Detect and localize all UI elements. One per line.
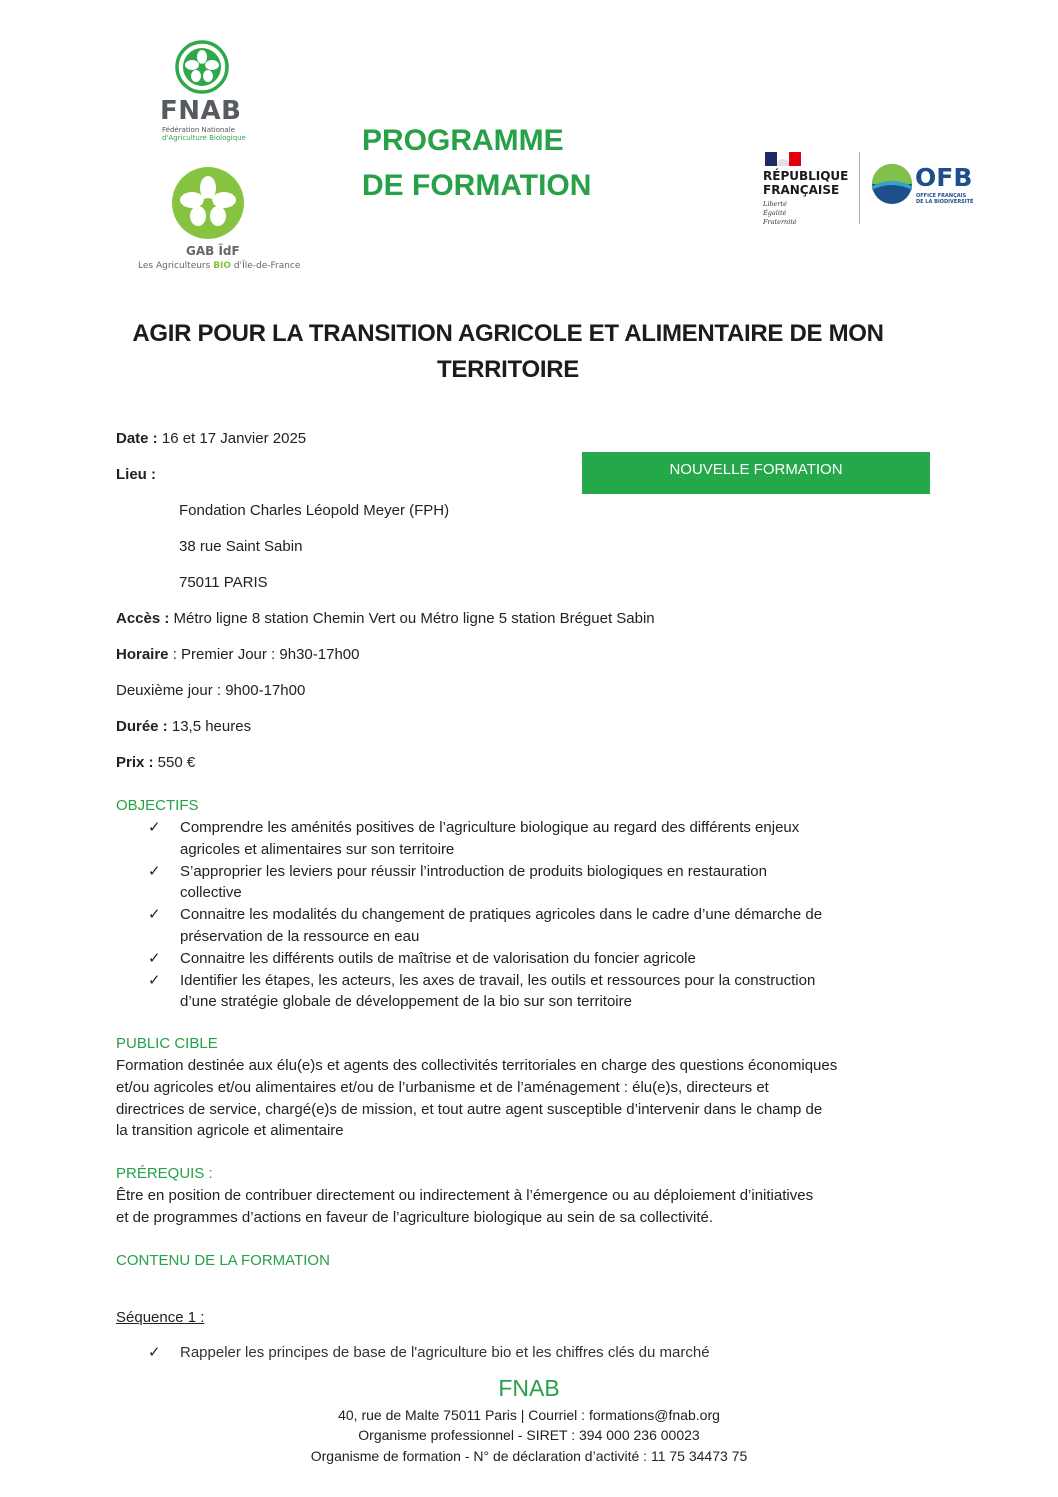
- new-formation-badge: NOUVELLE FORMATION: [582, 452, 930, 494]
- objectif-item: [148, 817, 908, 861]
- lieu-label: Lieu :: [116, 466, 156, 483]
- fnab-logo: [150, 38, 256, 142]
- gab-tagline-a: Les Agriculteurs: [138, 261, 214, 271]
- objectif-item: [148, 904, 908, 948]
- date-value: 16 et 17 Janvier 2025: [157, 430, 307, 447]
- prerequis-text: [116, 1185, 906, 1229]
- acces-row: [116, 610, 655, 628]
- republique-line1: RÉPUBLIQUE: [763, 169, 849, 183]
- horaire-label: Horaire: [116, 646, 169, 663]
- prerequis-line2: et de programmes d’actions en faveur de l’agriculture biologique au sein de sa collectivité.: [116, 1208, 714, 1226]
- logo-divider: [859, 152, 860, 224]
- duree-label: Durée :: [116, 718, 168, 735]
- contenu-item-text: Rappeler les principes de base de l'agriculture bio et les chiffres clés du marché: [180, 1344, 710, 1361]
- public-cible-line3: directrices de service, chargé(e)s de mission, et tout autre agent susceptible d’intervenir dans le champ de: [116, 1100, 823, 1118]
- checkmark-icon: ✓: [148, 1344, 161, 1361]
- footer-org: FNAB: [498, 1375, 560, 1401]
- checkmark-icon: ✓: [148, 971, 161, 989]
- contenu-heading: CONTENU DE LA FORMATION: [116, 1252, 330, 1269]
- lieu-line2: 38 rue Saint Sabin: [179, 538, 303, 555]
- objectifs-list: [148, 817, 908, 1013]
- checkmark-icon: ✓: [148, 906, 161, 924]
- prix-row: [116, 754, 195, 772]
- public-cible-text: [116, 1055, 906, 1142]
- checkmark-icon: ✓: [148, 949, 161, 967]
- footer-line3: Organisme de formation - N° de déclaration d’activité : 11 75 34473 75: [310, 1448, 748, 1464]
- fnab-logo-sub2: d'Agriculture Biologique: [162, 134, 246, 142]
- gab-logo: [136, 166, 301, 276]
- gab-tagline-b: d'Île-de-France: [231, 261, 301, 271]
- prix-label: Prix :: [116, 754, 154, 771]
- fnab-logo-sub1: Fédération Nationale: [162, 126, 235, 134]
- objectif-item-line1: Identifier les étapes, les acteurs, les axes de travail, les outils et ressources pour la construction: [180, 971, 816, 989]
- program-title: [362, 118, 591, 208]
- date-label: Date :: [116, 430, 158, 447]
- objectif-item-line1: Connaitre les différents outils de maîtrise et de valorisation du foncier agricole: [180, 949, 696, 967]
- acces-value: Métro ligne 8 station Chemin Vert ou Métro ligne 5 station Bréguet Sabin: [169, 610, 655, 627]
- horaire-line2: Deuxième jour : 9h00-17h00: [116, 682, 306, 699]
- fnab-flower-icon: [150, 38, 256, 98]
- republique-logo: [763, 150, 859, 230]
- document-title-line1: AGIR POUR LA TRANSITION AGRICOLE ET ALIMENTAIRE DE MON: [132, 320, 884, 347]
- ofb-name: OFB: [915, 163, 973, 192]
- document-title: [100, 316, 916, 388]
- ofb-logo: [870, 160, 980, 210]
- objectif-item-line2: préservation de la ressource en eau: [180, 927, 420, 945]
- objectifs-heading: OBJECTIFS: [116, 797, 199, 814]
- lieu-line3: 75011 PARIS: [179, 574, 268, 591]
- horaire-value: : Premier Jour : 9h30-17h00: [168, 646, 360, 663]
- fnab-logo-name: FNAB: [160, 96, 242, 126]
- sequence-label: Séquence 1 :: [116, 1309, 205, 1326]
- checkmark-icon: ✓: [148, 862, 161, 880]
- public-cible-line1: Formation destinée aux élu(e)s et agents des collectivités territoriales en charge des questions économiques: [116, 1057, 838, 1074]
- lieu-line1: Fondation Charles Léopold Meyer (FPH): [179, 502, 450, 519]
- prerequis-line1: Être en position de contribuer directement ou indirectement à l’émergence ou au déploiement d’initiatives: [116, 1187, 814, 1204]
- footer-line1: 40, rue de Malte 75011 Paris | Courriel : formations@fnab.org: [338, 1407, 720, 1423]
- ofb-sub1: OFFICE FRANÇAIS: [916, 193, 967, 199]
- prerequis-heading: PRÉREQUIS :: [116, 1165, 213, 1182]
- gab-logo-name: GAB ÎdF: [186, 244, 240, 258]
- program-title-line2: DE FORMATION: [362, 169, 592, 202]
- horaire-row: [116, 646, 359, 664]
- gab-logo-tagline: [138, 261, 300, 271]
- duree-row: [116, 718, 251, 736]
- objectif-item: [148, 948, 908, 970]
- objectif-item-line2: collective: [180, 884, 242, 902]
- objectif-item-line1: Comprendre les aménités positives de l’agriculture biologique au regard des différents enjeux: [180, 819, 800, 836]
- contenu-item: [148, 1344, 710, 1362]
- public-cible-heading: PUBLIC CIBLE: [116, 1035, 218, 1052]
- republique-motto2: Égalité: [763, 209, 787, 217]
- ofb-circle-icon: [870, 162, 914, 206]
- republique-motto3: Fraternité: [763, 218, 797, 226]
- checkmark-icon: ✓: [148, 819, 161, 836]
- program-title-line1: PROGRAMME: [362, 124, 564, 157]
- objectif-item-line1: Connaitre les modalités du changement de pratiques agricoles dans le cadre d’une démarche de: [180, 906, 823, 924]
- objectif-item-line1: S’approprier les leviers pour réussir l’introduction de produits biologiques en restauration: [180, 862, 767, 880]
- footer-line2: Organisme professionnel - SIRET : 394 000 236 00023: [358, 1427, 700, 1443]
- acces-label: Accès :: [116, 610, 170, 627]
- prix-value: 550 €: [153, 754, 196, 771]
- ofb-sub2: DE LA BIODIVERSITÉ: [916, 199, 974, 205]
- republique-line2: FRANÇAISE: [763, 183, 840, 197]
- objectif-item-line2: agricoles et alimentaires sur son territoire: [180, 840, 455, 858]
- gab-tagline-bio: BIO: [213, 261, 232, 271]
- date-row: [116, 430, 306, 448]
- objectif-item: [148, 861, 908, 905]
- duree-value: 13,5 heures: [167, 718, 252, 735]
- document-title-line2: TERRITOIRE: [437, 356, 579, 383]
- public-cible-line2: et/ou agricoles et/ou alimentaires et/ou de l’urbanisme et de l’aménagement : élu(e)s, directeurs et: [116, 1078, 769, 1096]
- gab-flower-icon: [136, 166, 284, 246]
- objectif-item: [148, 970, 908, 1014]
- republique-motto1: Liberté: [763, 200, 787, 208]
- objectif-item-line2: d’une stratégie globale de développement de la bio sur son territoire: [180, 993, 632, 1011]
- public-cible-line4: la transition agricole et alimentaire: [116, 1122, 344, 1140]
- french-flag-icon: [765, 152, 801, 166]
